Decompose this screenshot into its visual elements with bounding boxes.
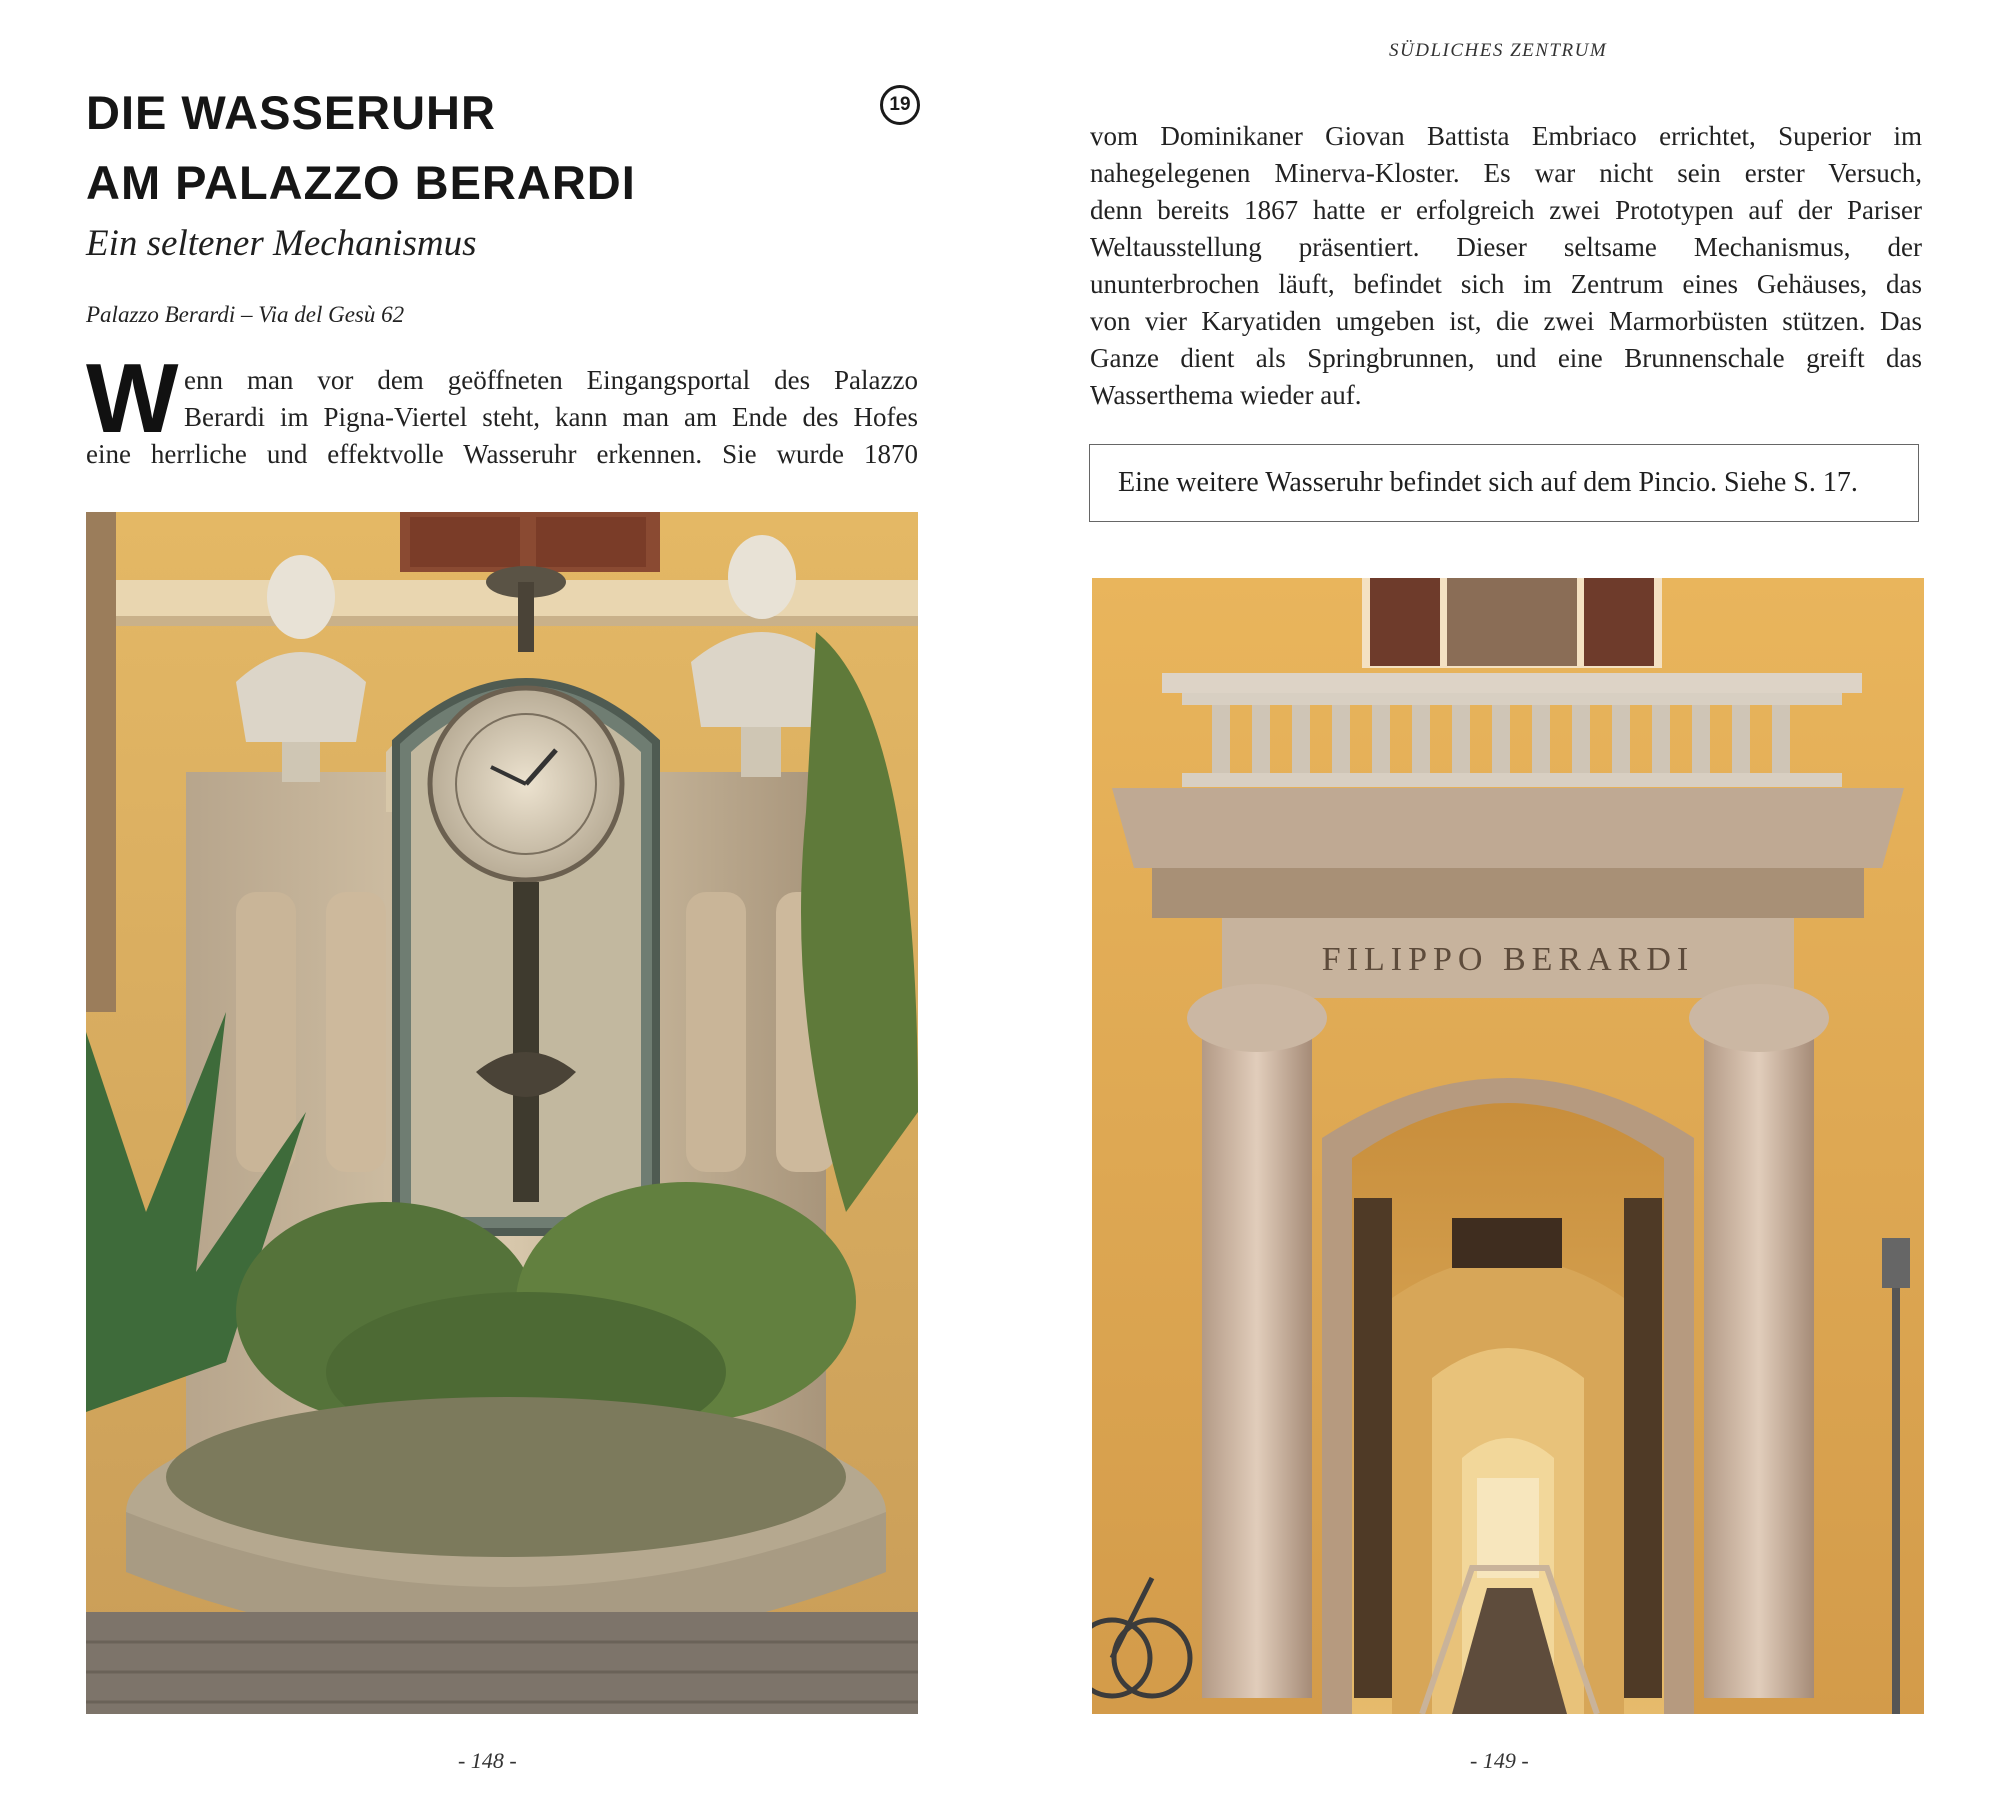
body-line: nahegelegenen Minerva-Kloster. Es war nicht sein erster Versuch, xyxy=(1090,158,1922,188)
body-line: vom Dominikaner Giovan Battista Embriaco errichtet, Superior im xyxy=(1090,121,1922,151)
body-line: Berardi im Pigna-Viertel steht, kann man am Ende des Hofes xyxy=(184,402,918,432)
page-number-right: - 149 - xyxy=(1470,1748,1529,1773)
palazzo-portal-photo xyxy=(1092,578,1924,1714)
page-number-left: - 148 - xyxy=(458,1748,517,1773)
left-body-text xyxy=(86,343,918,473)
body-line: ununterbrochen läuft, befindet sich im Zentrum eines Gehäuses, das xyxy=(1090,269,1922,299)
note-text: Eine weitere Wasseruhr befindet sich auf dem Pincio. Siehe S. 17. xyxy=(1118,467,1858,498)
body-line: Ganze dient als Springbrunnen, und eine Brunnenschale greift das xyxy=(1090,343,1922,373)
article-title xyxy=(86,78,636,218)
running-head: SÜDLICHES ZENTRUM xyxy=(1389,40,1608,61)
water-clock-photo xyxy=(86,512,918,1714)
body-line: Wasserthema wieder auf. xyxy=(1090,380,1362,410)
title-line-1: DIE WASSERUHR xyxy=(86,86,496,139)
cross-reference-note xyxy=(1089,444,1919,522)
right-body-text xyxy=(1090,118,1922,414)
drop-cap: W xyxy=(86,343,179,453)
entry-number-badge: 19 xyxy=(880,85,920,125)
body-line: von vier Karyatiden umgeben ist, die zwei Marmorbüsten stützen. Das xyxy=(1090,306,1922,336)
title-line-2: AM PALAZZO BERARDI xyxy=(86,156,636,209)
body-line: enn man vor dem geöffneten Eingangsportal des Palazzo xyxy=(184,365,918,395)
body-line: Weltausstellung präsentiert. Dieser seltsame Mechanismus, der xyxy=(1090,232,1922,262)
body-line: denn bereits 1867 hatte er erfolgreich zwei Prototypen auf der Pariser xyxy=(1090,195,1922,225)
location-line: Palazzo Berardi – Via del Gesù 62 xyxy=(86,302,405,327)
body-line: eine herrliche und effektvolle Wasseruhr erkennen. Sie wurde 1870 xyxy=(86,439,918,469)
portal-inscription: FILIPPO BERARDI xyxy=(1321,941,1695,978)
article-subtitle: Ein seltener Mechanismus xyxy=(86,223,477,264)
